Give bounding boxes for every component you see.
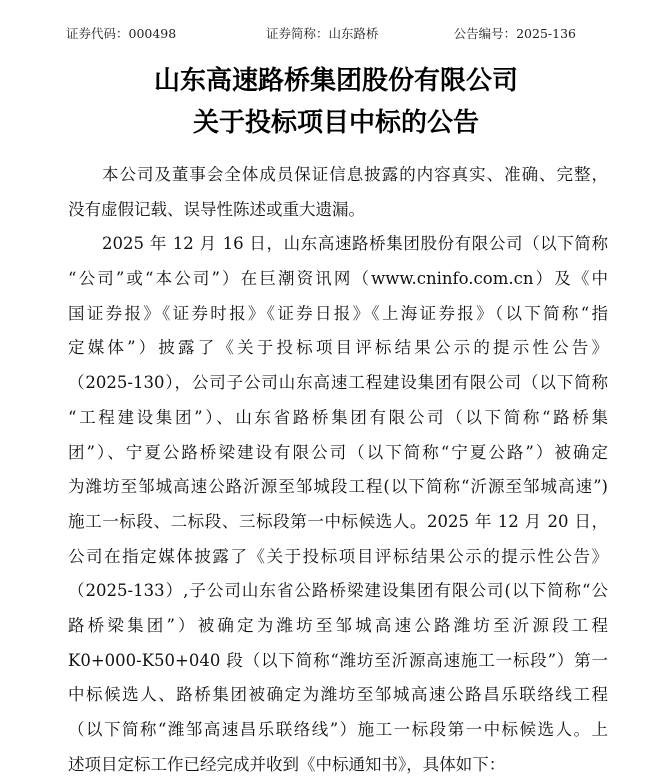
body-line: “公司”或“本公司”）在巨潮资讯网（www.cninfo.com.cn）及《中	[68, 269, 608, 289]
body-line: 公司在指定媒体披露了《关于投标项目评标结果公示的提示性公告》	[68, 546, 608, 566]
body-line: 施工一标段、二标段、三标段第一中标候选人。2025 年 12 月 20 日，	[68, 511, 608, 531]
body-line: （2025-133）,子公司山东省公路桥梁建设集团有限公司(以下简称“公	[68, 581, 608, 601]
body-line: （以下简称“潍邹高速昌乐联络线”）施工一标段第一中标候选人。上	[68, 720, 608, 739]
body-line: 路桥梁集团”）被确定为潍坊至邹城高速公路潍坊至沂源段工程	[68, 615, 608, 635]
title-line-subject: 关于投标项目中标的公告	[192, 108, 479, 138]
body-line: 国证券报》《证券时报》《证券日报》《上海证券报》（以下简称“指	[68, 303, 608, 323]
body-line: 中标候选人、路桥集团被确定为潍坊至邹城高速公路昌乐联络线工程	[68, 685, 608, 705]
body-line: “工程建设集团”）、山东省路桥集团有限公司（以下简称“路桥集	[68, 407, 608, 427]
body-line: 2025 年 12 月 16 日，山东高速路桥集团股份有限公司（以下简称	[102, 234, 608, 254]
stock-abbreviation: 证券简称：山东路桥	[266, 26, 379, 41]
body-line: 没有虚假记载、误导性陈述或重大遗漏。	[68, 199, 365, 219]
body-line: K0+000-K50+040 段（以下简称“潍坊至沂源高速施工一标段”）第一	[68, 650, 608, 670]
body-line: 述项目定标工作已经完成并收到《中标通知书》，具体如下：	[68, 754, 506, 774]
announcement-header	[66, 24, 576, 44]
body-line: 团”）、宁夏公路桥梁建设有限公司（以下简称“宁夏公路”）被确定	[68, 442, 608, 462]
body-line: 定媒体”）披露了《关于投标项目评标结果公示的提示性公告》	[68, 338, 608, 358]
announcement-title	[0, 60, 672, 144]
title-line-company: 山东高速路桥集团股份有限公司	[153, 66, 518, 96]
stock-code: 证券代码：000498	[66, 26, 177, 41]
announcement-body	[68, 158, 608, 782]
announcement-number: 公告编号：2025-136	[453, 26, 576, 41]
body-line: 为潍坊至邹城高速公路沂源至邹城段工程(以下简称“沂源至邹城高速”)	[68, 477, 608, 497]
body-line: （2025-130），公司子公司山东高速工程建设集团有限公司（以下简称	[68, 373, 608, 393]
body-line: 本公司及董事会全体成员保证信息披露的内容真实、准确、完整，	[102, 165, 608, 184]
